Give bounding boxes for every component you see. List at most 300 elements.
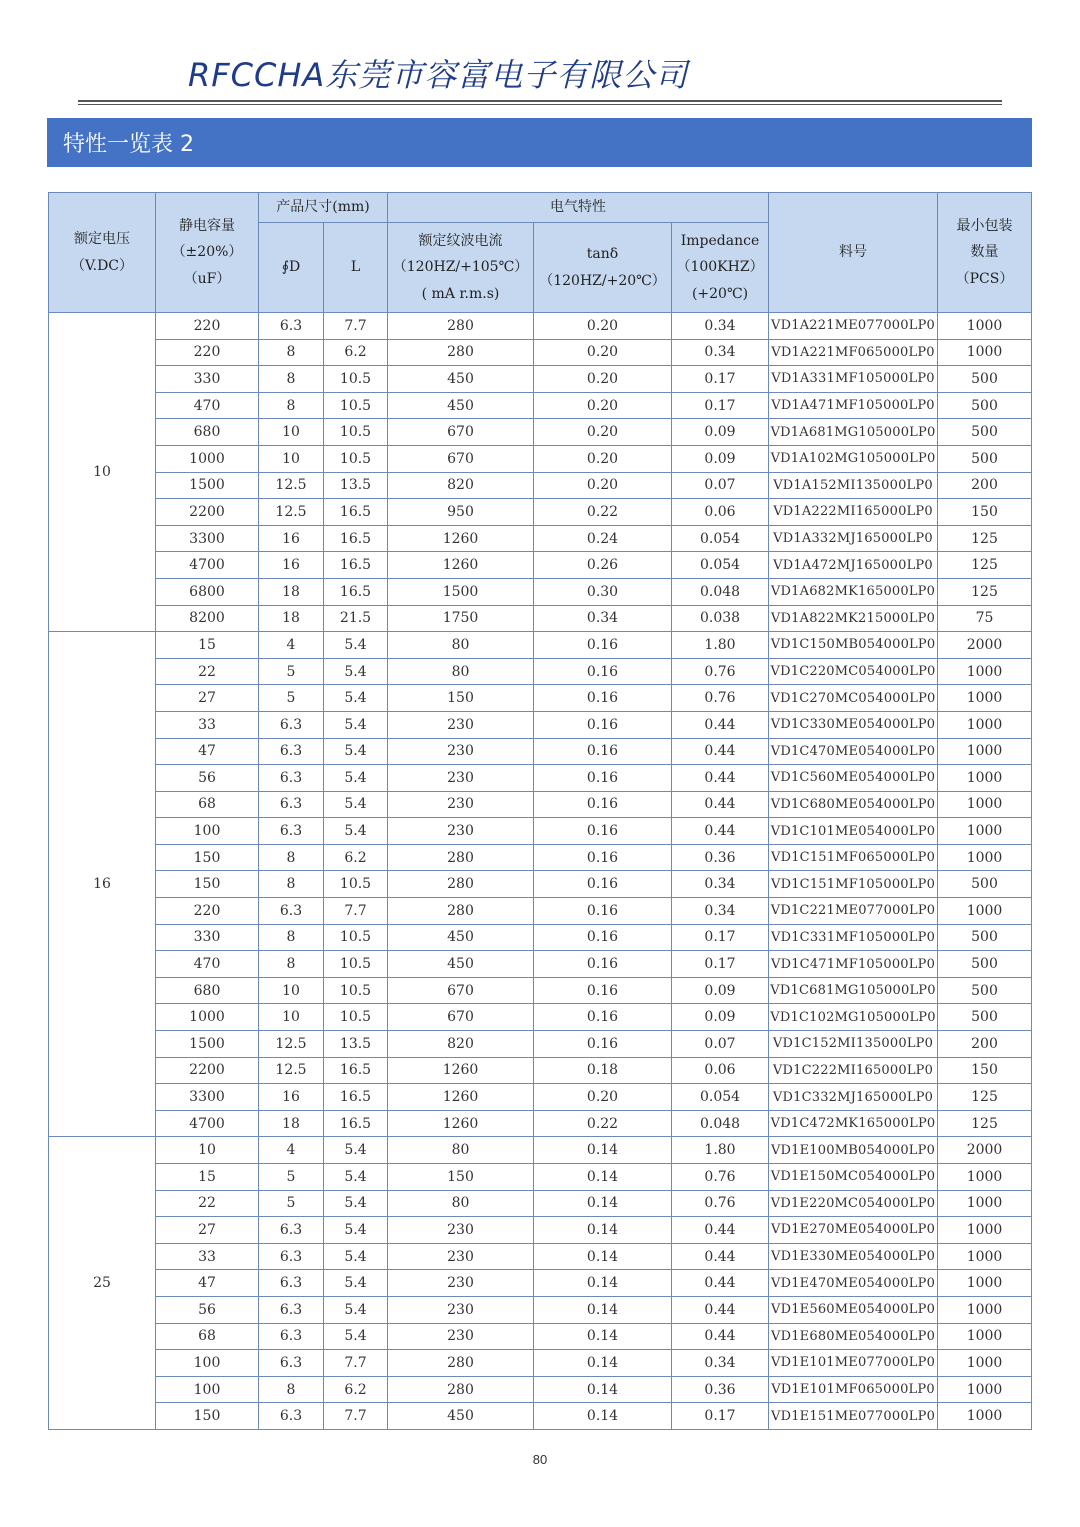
- tan-cell: 0.14: [534, 1243, 672, 1270]
- header-rule: [78, 100, 1002, 102]
- capacitance-cell: 330: [156, 366, 259, 393]
- ripple-cell: 1260: [388, 1084, 534, 1111]
- length-cell: 5.4: [324, 1270, 388, 1297]
- tan-cell: 0.20: [534, 419, 672, 446]
- header-tan-line: tanδ: [586, 245, 619, 262]
- table-row: [49, 499, 1032, 526]
- diameter-cell: 12.5: [259, 499, 324, 526]
- length-cell: 13.5: [324, 472, 388, 499]
- table-row: [49, 392, 1032, 419]
- capacitance-cell: 100: [156, 818, 259, 845]
- capacitance-cell: 220: [156, 313, 259, 340]
- min-pack-cell: 1000: [938, 1403, 1032, 1430]
- ripple-cell: 950: [388, 499, 534, 526]
- ripple-cell: 230: [388, 1217, 534, 1244]
- capacitance-cell: 330: [156, 924, 259, 951]
- header-size: 产品尺寸(mm): [259, 193, 388, 223]
- tan-cell: 0.14: [534, 1376, 672, 1403]
- table-row: [49, 1296, 1032, 1323]
- diameter-cell: 4: [259, 1137, 324, 1164]
- capacitance-cell: 680: [156, 419, 259, 446]
- ripple-cell: 450: [388, 1403, 534, 1430]
- header-rule-thin: [78, 104, 1002, 105]
- header-min-pack-line: 数量: [970, 244, 999, 261]
- diameter-cell: 8: [259, 1376, 324, 1403]
- capacitance-cell: 56: [156, 765, 259, 792]
- header-capacitance-line: （±20%）: [171, 244, 243, 261]
- impedance-cell: 0.44: [672, 818, 769, 845]
- voltage-cell: 10: [49, 313, 156, 632]
- part-number-cell: VD1C472MK165000LP0: [769, 1110, 938, 1137]
- header-min-pack-line: 最小包装: [956, 217, 1013, 234]
- length-cell: 5.4: [324, 1137, 388, 1164]
- impedance-cell: 0.054: [672, 552, 769, 579]
- ripple-cell: 230: [388, 818, 534, 845]
- part-number-cell: VD1E560ME054000LP0: [769, 1296, 938, 1323]
- length-cell: 5.4: [324, 1190, 388, 1217]
- length-cell: 5.4: [324, 632, 388, 659]
- tan-cell: 0.14: [534, 1190, 672, 1217]
- tan-cell: 0.16: [534, 765, 672, 792]
- impedance-cell: 0.44: [672, 1296, 769, 1323]
- impedance-cell: 0.76: [672, 685, 769, 712]
- impedance-cell: 1.80: [672, 632, 769, 659]
- impedance-cell: 0.09: [672, 977, 769, 1004]
- diameter-cell: 8: [259, 366, 324, 393]
- capacitance-cell: 1500: [156, 472, 259, 499]
- capacitance-cell: 680: [156, 977, 259, 1004]
- length-cell: 10.5: [324, 366, 388, 393]
- impedance-cell: 0.17: [672, 392, 769, 419]
- ripple-cell: 280: [388, 1350, 534, 1377]
- table-row: [49, 632, 1032, 659]
- table-row: [49, 765, 1032, 792]
- tan-cell: 0.30: [534, 578, 672, 605]
- length-cell: 5.4: [324, 1164, 388, 1191]
- part-number-cell: VD1E220MC054000LP0: [769, 1190, 938, 1217]
- min-pack-cell: 1000: [938, 791, 1032, 818]
- capacitance-cell: 15: [156, 1164, 259, 1191]
- capacitance-cell: 15: [156, 632, 259, 659]
- length-cell: 10.5: [324, 871, 388, 898]
- diameter-cell: 6.3: [259, 791, 324, 818]
- table-row: [49, 552, 1032, 579]
- table-row: [49, 1190, 1032, 1217]
- tan-cell: 0.26: [534, 552, 672, 579]
- header-size-l: L: [324, 223, 388, 313]
- ripple-cell: 450: [388, 366, 534, 393]
- table-row: [49, 791, 1032, 818]
- diameter-cell: 8: [259, 924, 324, 951]
- characteristics-table: [48, 192, 1032, 1430]
- length-cell: 6.2: [324, 844, 388, 871]
- part-number-cell: VD1C152MI135000LP0: [769, 1031, 938, 1058]
- header-part-no: 料号: [769, 193, 938, 313]
- ripple-cell: 820: [388, 472, 534, 499]
- capacitance-cell: 150: [156, 844, 259, 871]
- tan-cell: 0.14: [534, 1296, 672, 1323]
- min-pack-cell: 125: [938, 1084, 1032, 1111]
- ripple-cell: 230: [388, 1323, 534, 1350]
- length-cell: 5.4: [324, 685, 388, 712]
- voltage-cell: 16: [49, 632, 156, 1137]
- part-number-cell: VD1E151ME077000LP0: [769, 1403, 938, 1430]
- part-number-cell: VD1A681MG105000LP0: [769, 419, 938, 446]
- ripple-cell: 280: [388, 898, 534, 925]
- impedance-cell: 0.17: [672, 366, 769, 393]
- table-row: [49, 578, 1032, 605]
- part-number-cell: VD1A102MG105000LP0: [769, 445, 938, 472]
- tan-cell: 0.16: [534, 711, 672, 738]
- diameter-cell: 6.3: [259, 818, 324, 845]
- diameter-cell: 18: [259, 1110, 324, 1137]
- capacitance-cell: 220: [156, 898, 259, 925]
- impedance-cell: 0.44: [672, 1270, 769, 1297]
- impedance-cell: 0.054: [672, 525, 769, 552]
- part-number-cell: VD1C101ME054000LP0: [769, 818, 938, 845]
- min-pack-cell: 1000: [938, 1296, 1032, 1323]
- tan-cell: 0.14: [534, 1323, 672, 1350]
- impedance-cell: 0.34: [672, 339, 769, 366]
- impedance-cell: 0.048: [672, 578, 769, 605]
- impedance-cell: 0.36: [672, 1376, 769, 1403]
- min-pack-cell: 500: [938, 392, 1032, 419]
- header-size-d: ∮D: [259, 223, 324, 313]
- ripple-cell: 1260: [388, 552, 534, 579]
- impedance-cell: 0.34: [672, 313, 769, 340]
- min-pack-cell: 500: [938, 366, 1032, 393]
- ripple-cell: 280: [388, 313, 534, 340]
- ripple-cell: 450: [388, 392, 534, 419]
- header-impedance-line: （100KHZ）: [676, 259, 764, 276]
- ripple-cell: 1260: [388, 525, 534, 552]
- diameter-cell: 5: [259, 685, 324, 712]
- min-pack-cell: 500: [938, 951, 1032, 978]
- min-pack-cell: 150: [938, 499, 1032, 526]
- ripple-cell: 670: [388, 1004, 534, 1031]
- min-pack-cell: 1000: [938, 1217, 1032, 1244]
- table-row: [49, 419, 1032, 446]
- diameter-cell: 6.3: [259, 738, 324, 765]
- page-number: 80: [532, 1452, 548, 1467]
- min-pack-cell: 1000: [938, 1270, 1032, 1297]
- min-pack-cell: 2000: [938, 632, 1032, 659]
- length-cell: 5.4: [324, 711, 388, 738]
- impedance-cell: 0.44: [672, 791, 769, 818]
- capacitance-cell: 47: [156, 738, 259, 765]
- part-number-cell: VD1C330ME054000LP0: [769, 711, 938, 738]
- min-pack-cell: 1000: [938, 685, 1032, 712]
- ripple-cell: 230: [388, 1296, 534, 1323]
- table-body: [49, 313, 1032, 1430]
- length-cell: 7.7: [324, 898, 388, 925]
- capacitance-cell: 47: [156, 1270, 259, 1297]
- table-row: [49, 818, 1032, 845]
- ripple-cell: 1260: [388, 1110, 534, 1137]
- length-cell: 5.4: [324, 1243, 388, 1270]
- min-pack-cell: 1000: [938, 711, 1032, 738]
- diameter-cell: 5: [259, 658, 324, 685]
- header-ripple: [388, 223, 534, 313]
- min-pack-cell: 1000: [938, 765, 1032, 792]
- min-pack-cell: 200: [938, 1031, 1032, 1058]
- part-number-cell: VD1A221ME077000LP0: [769, 313, 938, 340]
- length-cell: 10.5: [324, 924, 388, 951]
- capacitance-cell: 100: [156, 1350, 259, 1377]
- tan-cell: 0.24: [534, 525, 672, 552]
- part-number-cell: VD1C560ME054000LP0: [769, 765, 938, 792]
- impedance-cell: 0.44: [672, 1217, 769, 1244]
- length-cell: 10.5: [324, 419, 388, 446]
- table-row: [49, 339, 1032, 366]
- table-row: [49, 1084, 1032, 1111]
- length-cell: 10.5: [324, 392, 388, 419]
- impedance-cell: 0.76: [672, 658, 769, 685]
- length-cell: 5.4: [324, 791, 388, 818]
- ripple-cell: 280: [388, 339, 534, 366]
- min-pack-cell: 500: [938, 1004, 1032, 1031]
- min-pack-cell: 125: [938, 578, 1032, 605]
- min-pack-cell: 500: [938, 419, 1032, 446]
- part-number-cell: VD1C151MF105000LP0: [769, 871, 938, 898]
- min-pack-cell: 1000: [938, 818, 1032, 845]
- min-pack-cell: 500: [938, 871, 1032, 898]
- tan-cell: 0.16: [534, 898, 672, 925]
- length-cell: 16.5: [324, 578, 388, 605]
- capacitance-cell: 1500: [156, 1031, 259, 1058]
- min-pack-cell: 1000: [938, 1376, 1032, 1403]
- diameter-cell: 8: [259, 844, 324, 871]
- table-row: [49, 685, 1032, 712]
- min-pack-cell: 1000: [938, 658, 1032, 685]
- length-cell: 16.5: [324, 1057, 388, 1084]
- diameter-cell: 6.3: [259, 1296, 324, 1323]
- tan-cell: 0.16: [534, 791, 672, 818]
- ripple-cell: 230: [388, 738, 534, 765]
- part-number-cell: VD1C471MF105000LP0: [769, 951, 938, 978]
- diameter-cell: 6.3: [259, 313, 324, 340]
- length-cell: 10.5: [324, 445, 388, 472]
- length-cell: 10.5: [324, 977, 388, 1004]
- capacitance-cell: 470: [156, 392, 259, 419]
- part-number-cell: VD1C102MG105000LP0: [769, 1004, 938, 1031]
- min-pack-cell: 125: [938, 525, 1032, 552]
- length-cell: 6.2: [324, 1376, 388, 1403]
- part-number-cell: VD1C220MC054000LP0: [769, 658, 938, 685]
- length-cell: 7.7: [324, 1403, 388, 1430]
- diameter-cell: 18: [259, 578, 324, 605]
- ripple-cell: 1750: [388, 605, 534, 632]
- ripple-cell: 80: [388, 1190, 534, 1217]
- diameter-cell: 4: [259, 632, 324, 659]
- impedance-cell: 0.07: [672, 472, 769, 499]
- part-number-cell: VD1C222MI165000LP0: [769, 1057, 938, 1084]
- part-number-cell: VD1C221ME077000LP0: [769, 898, 938, 925]
- table-row: [49, 366, 1032, 393]
- tan-cell: 0.14: [534, 1350, 672, 1377]
- tan-cell: 0.16: [534, 818, 672, 845]
- tan-cell: 0.16: [534, 685, 672, 712]
- min-pack-cell: 125: [938, 1110, 1032, 1137]
- min-pack-cell: 500: [938, 924, 1032, 951]
- capacitance-cell: 8200: [156, 605, 259, 632]
- table-row: [49, 1137, 1032, 1164]
- capacitance-cell: 100: [156, 1376, 259, 1403]
- tan-cell: 0.14: [534, 1164, 672, 1191]
- table-row: [49, 1031, 1032, 1058]
- ripple-cell: 1500: [388, 578, 534, 605]
- diameter-cell: 5: [259, 1164, 324, 1191]
- diameter-cell: 10: [259, 977, 324, 1004]
- table-row: [49, 1403, 1032, 1430]
- min-pack-cell: 1000: [938, 339, 1032, 366]
- part-number-cell: VD1E150MC054000LP0: [769, 1164, 938, 1191]
- impedance-cell: 0.09: [672, 445, 769, 472]
- diameter-cell: 6.3: [259, 711, 324, 738]
- header-impedance-line: Impedance: [680, 232, 760, 249]
- impedance-cell: 0.07: [672, 1031, 769, 1058]
- min-pack-cell: 1000: [938, 1164, 1032, 1191]
- table-header: [49, 193, 1032, 313]
- table-row: [49, 313, 1032, 340]
- part-number-cell: VD1C470ME054000LP0: [769, 738, 938, 765]
- ripple-cell: 230: [388, 765, 534, 792]
- ripple-cell: 80: [388, 658, 534, 685]
- table-row: [49, 1350, 1032, 1377]
- header-voltage-line: （V.DC）: [70, 257, 134, 274]
- length-cell: 5.4: [324, 658, 388, 685]
- section-title: 特性一览表 2: [63, 132, 194, 157]
- part-number-cell: VD1E101MF065000LP0: [769, 1376, 938, 1403]
- impedance-cell: 0.34: [672, 871, 769, 898]
- header-impedance-line: (+20℃): [691, 285, 749, 302]
- capacitance-cell: 1000: [156, 1004, 259, 1031]
- impedance-cell: 0.34: [672, 1350, 769, 1377]
- length-cell: 10.5: [324, 951, 388, 978]
- header-capacitance-line: 静电容量: [179, 217, 235, 234]
- capacitance-cell: 10: [156, 1137, 259, 1164]
- diameter-cell: 5: [259, 1190, 324, 1217]
- part-number-cell: VD1C332MJ165000LP0: [769, 1084, 938, 1111]
- capacitance-cell: 6800: [156, 578, 259, 605]
- part-number-cell: VD1A822MK215000LP0: [769, 605, 938, 632]
- min-pack-cell: 500: [938, 977, 1032, 1004]
- capacitance-cell: 2200: [156, 499, 259, 526]
- header-impedance: [672, 223, 769, 313]
- part-number-cell: VD1A332MJ165000LP0: [769, 525, 938, 552]
- part-number-cell: VD1A222MI165000LP0: [769, 499, 938, 526]
- diameter-cell: 10: [259, 445, 324, 472]
- header-ripple-line: 额定纹波电流: [418, 232, 503, 249]
- min-pack-cell: 1000: [938, 1350, 1032, 1377]
- capacitance-cell: 22: [156, 658, 259, 685]
- min-pack-cell: 1000: [938, 898, 1032, 925]
- tan-cell: 0.14: [534, 1270, 672, 1297]
- min-pack-cell: 1000: [938, 1323, 1032, 1350]
- min-pack-cell: 2000: [938, 1137, 1032, 1164]
- part-number-cell: VD1A152MI135000LP0: [769, 472, 938, 499]
- table-row: [49, 951, 1032, 978]
- company-brand: RFCCHA东莞市容富电子有限公司: [188, 56, 689, 94]
- length-cell: 6.2: [324, 339, 388, 366]
- ripple-cell: 80: [388, 1137, 534, 1164]
- min-pack-cell: 200: [938, 472, 1032, 499]
- length-cell: 5.4: [324, 765, 388, 792]
- table-row: [49, 711, 1032, 738]
- impedance-cell: 0.36: [672, 844, 769, 871]
- capacitance-cell: 68: [156, 1323, 259, 1350]
- ripple-cell: 230: [388, 791, 534, 818]
- impedance-cell: 0.34: [672, 898, 769, 925]
- diameter-cell: 16: [259, 525, 324, 552]
- diameter-cell: 6.3: [259, 1217, 324, 1244]
- diameter-cell: 10: [259, 1004, 324, 1031]
- impedance-cell: 1.80: [672, 1137, 769, 1164]
- capacitance-cell: 33: [156, 1243, 259, 1270]
- length-cell: 13.5: [324, 1031, 388, 1058]
- capacitance-cell: 1000: [156, 445, 259, 472]
- diameter-cell: 8: [259, 339, 324, 366]
- tan-cell: 0.16: [534, 844, 672, 871]
- impedance-cell: 0.17: [672, 951, 769, 978]
- min-pack-cell: 500: [938, 445, 1032, 472]
- ripple-cell: 230: [388, 1270, 534, 1297]
- tan-cell: 0.14: [534, 1137, 672, 1164]
- diameter-cell: 8: [259, 951, 324, 978]
- impedance-cell: 0.054: [672, 1084, 769, 1111]
- impedance-cell: 0.76: [672, 1164, 769, 1191]
- ripple-cell: 450: [388, 924, 534, 951]
- table-row: [49, 1376, 1032, 1403]
- impedance-cell: 0.048: [672, 1110, 769, 1137]
- impedance-cell: 0.44: [672, 1323, 769, 1350]
- table-row: [49, 1323, 1032, 1350]
- length-cell: 16.5: [324, 1084, 388, 1111]
- tan-cell: 0.20: [534, 1084, 672, 1111]
- tan-cell: 0.16: [534, 1031, 672, 1058]
- header-tan-line: （120HZ/+20℃）: [539, 272, 666, 289]
- table-row: [49, 1217, 1032, 1244]
- diameter-cell: 12.5: [259, 1031, 324, 1058]
- tan-cell: 0.16: [534, 977, 672, 1004]
- capacitance-cell: 22: [156, 1190, 259, 1217]
- diameter-cell: 6.3: [259, 765, 324, 792]
- tan-cell: 0.20: [534, 339, 672, 366]
- table-row: [49, 525, 1032, 552]
- tan-cell: 0.14: [534, 1217, 672, 1244]
- ripple-cell: 280: [388, 1376, 534, 1403]
- diameter-cell: 16: [259, 1084, 324, 1111]
- header-ripple-line: ( mA r.m.s): [421, 285, 500, 302]
- length-cell: 5.4: [324, 818, 388, 845]
- length-cell: 16.5: [324, 499, 388, 526]
- tan-cell: 0.16: [534, 658, 672, 685]
- min-pack-cell: 1000: [938, 844, 1032, 871]
- impedance-cell: 0.44: [672, 738, 769, 765]
- tan-cell: 0.20: [534, 313, 672, 340]
- part-number-cell: VD1C681MG105000LP0: [769, 977, 938, 1004]
- capacitance-cell: 3300: [156, 1084, 259, 1111]
- length-cell: 10.5: [324, 1004, 388, 1031]
- part-number-cell: VD1A471MF105000LP0: [769, 392, 938, 419]
- impedance-cell: 0.44: [672, 765, 769, 792]
- table-row: [49, 977, 1032, 1004]
- table-row: [49, 658, 1032, 685]
- table-row: [49, 871, 1032, 898]
- table-row: [49, 924, 1032, 951]
- length-cell: 5.4: [324, 1296, 388, 1323]
- length-cell: 5.4: [324, 738, 388, 765]
